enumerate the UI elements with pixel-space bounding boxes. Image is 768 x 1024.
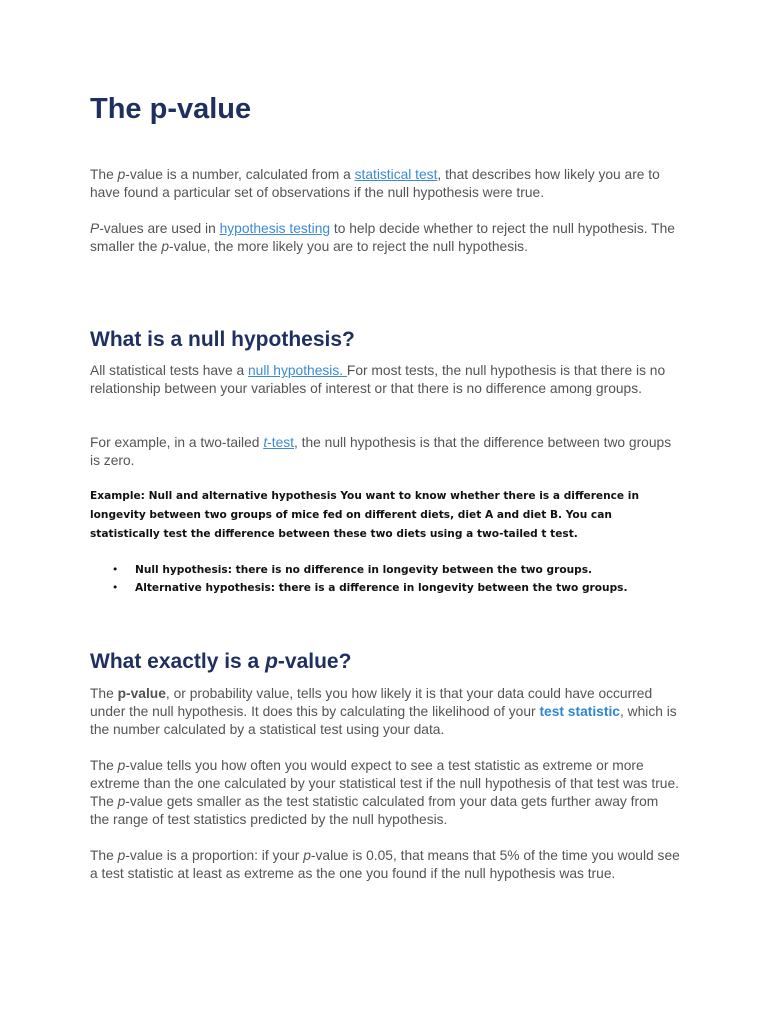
text: , the null hypothesis is that the difference between two groups is zero.: [90, 435, 672, 468]
italic-p: P: [90, 221, 100, 236]
pvalue-paragraph-3: [90, 847, 680, 883]
text: -value tells you how often you would expect to see a test statistic as extreme or more extreme than the one calculated by your statistical test if the null hypothesis of that test was true. The: [90, 758, 679, 809]
list-item-text: Null hypothesis: there is no difference in longevity between the two groups.: [135, 564, 593, 576]
text: All statistical tests have a: [90, 363, 248, 378]
bold-p-value: p-value: [117, 686, 166, 701]
text: , that describes how likely you are to have found a particular set of observations if the null hypothesis were true.: [90, 167, 660, 200]
null-paragraph-1: [90, 362, 680, 398]
text: The: [90, 686, 118, 701]
text: -value, the more likely you are to reject the null hypothesis.: [169, 239, 528, 254]
heading-text: -value?: [277, 650, 352, 673]
text: For most tests, the null hypothesis is that there is no relationship between your variables of interest or that there is no difference among groups.: [90, 363, 666, 396]
example-box-text: Example: Null and alternative hypothesis You want to know whether there is a difference in longevity between two groups of mice fed on different diets, diet A and diet B. You can statistically test the difference between these two diets using a two-tailed t test.: [90, 490, 639, 540]
link-text: -test: [267, 435, 294, 450]
italic-p: p: [117, 167, 126, 182]
text: -values are used in: [99, 221, 220, 236]
text: The: [90, 758, 118, 773]
pvalue-paragraph-1: [90, 685, 680, 739]
italic-p: p: [117, 848, 126, 863]
text: to help decide whether to reject the null hypothesis. The smaller the: [90, 221, 675, 254]
hypothesis-testing-link[interactable]: hypothesis testing: [219, 221, 331, 236]
text: -value is a proportion: if your: [125, 848, 304, 863]
list-item-text: Alternative hypothesis: there is a difference in longevity between the two groups.: [135, 582, 628, 594]
list-item: [90, 561, 680, 579]
text: The: [90, 848, 118, 863]
heading-text: What exactly is a: [90, 650, 266, 673]
null-hypothesis-link[interactable]: null hypothesis.: [247, 363, 347, 378]
list-item: [90, 579, 680, 597]
text: , or probability value, tells you how likely it is that your data could have occurred under the null hypothesis. It does this by calculating the likelihood of your: [90, 686, 653, 719]
pvalue-paragraph-2: [90, 757, 680, 829]
bullet-icon: •: [112, 564, 119, 576]
text: For example, in a two-tailed: [90, 435, 264, 450]
text: -value is 0.05, that means that 5% of the time you would see a test statistic at least as extreme as the one you found if the null hypothesis was true.: [90, 848, 680, 881]
text: , which is the number calculated by a statistical test using your data.: [90, 704, 677, 737]
intro-paragraph-1: [90, 166, 680, 202]
italic-p: p: [117, 758, 126, 773]
t-test-link[interactable]: [263, 435, 294, 450]
statistical-test-link[interactable]: statistical test: [354, 167, 438, 182]
hypothesis-list: [90, 561, 680, 597]
text: -value gets smaller as the test statistic calculated from your data gets further away from the range of test statistics predicted by the null hypothesis.: [90, 794, 659, 827]
text: The: [90, 167, 118, 182]
italic-p: p: [303, 848, 311, 863]
null-paragraph-2: [90, 434, 680, 470]
bullet-icon: •: [112, 582, 119, 594]
intro-paragraph-2: [90, 220, 680, 256]
italic-t: t: [263, 435, 268, 450]
test-statistic-link[interactable]: test statistic: [539, 704, 620, 719]
text: -value is a number, calculated from a: [125, 167, 355, 182]
italic-p: p: [117, 794, 126, 809]
pvalue-heading: [90, 650, 351, 674]
page-title: The p-value: [90, 93, 252, 125]
null-hypothesis-heading: What is a null hypothesis?: [90, 328, 355, 351]
italic-p: p: [161, 239, 169, 254]
italic-p: p: [265, 650, 278, 673]
